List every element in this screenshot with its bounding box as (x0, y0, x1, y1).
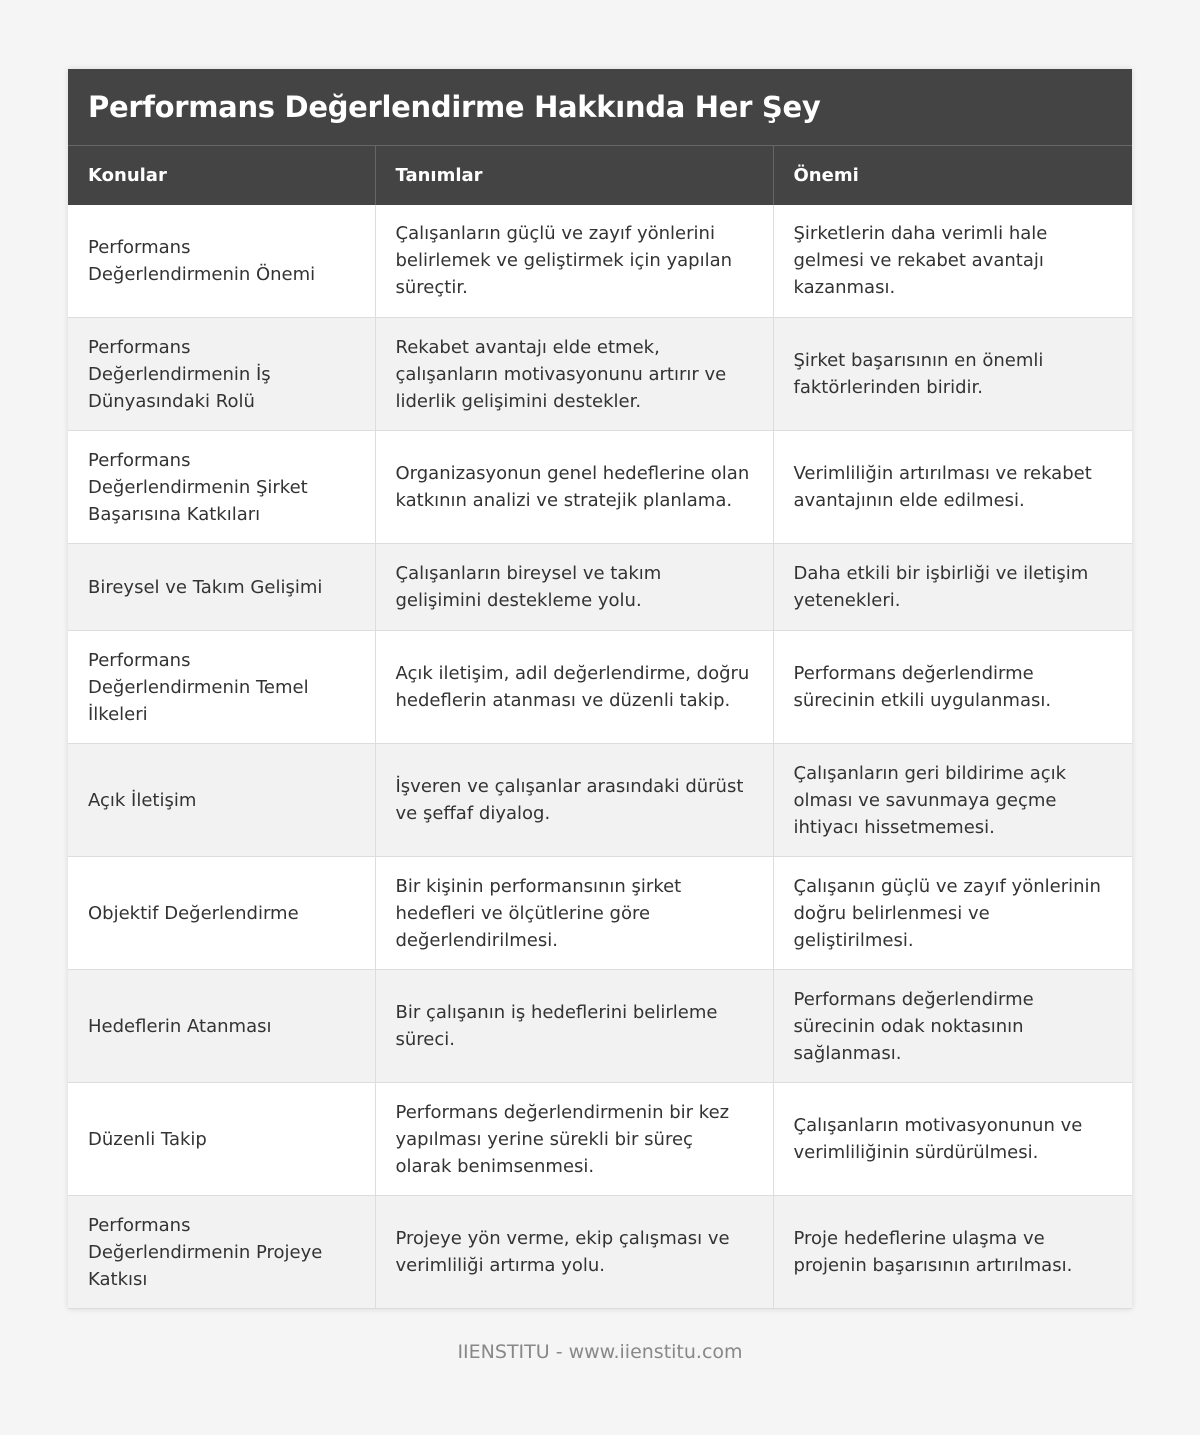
table-cell: Projeye yön verme, ekip çalışması ve verimliliği artırma yolu. (375, 1196, 773, 1309)
footer-credit: IIENSTITU - www.iienstitu.com (457, 1341, 743, 1363)
table-cell: Performans değerlendirmenin bir kez yapılması yerine sürekli bir süreç olarak benimsenmesi. (375, 1083, 773, 1196)
header-row (68, 146, 1132, 205)
table-cell: Açık iletişim, adil değerlendirme, doğru hedeflerin atanması ve düzenli takip. (375, 631, 773, 744)
table-row (68, 857, 1132, 970)
table-cell: Verimliliğin artırılması ve rekabet avantajının elde edilmesi. (773, 431, 1132, 544)
table-cell: Çalışanın güçlü ve zayıf yönlerinin doğru belirlenmesi ve geliştirilmesi. (773, 857, 1132, 970)
table-cell: Organizasyonun genel hedeflerine olan katkının analizi ve stratejik planlama. (375, 431, 773, 544)
table-row (68, 970, 1132, 1083)
title-bar (68, 69, 1132, 145)
table-row (68, 631, 1132, 744)
table-cell: Düzenli Takip (68, 1083, 375, 1196)
table-row (68, 1196, 1132, 1309)
table-cell: Performans değerlendirme sürecinin etkili uygulanması. (773, 631, 1132, 744)
data-table (68, 145, 1132, 1309)
table-cell: Performans Değerlendirmenin Projeye Katkısı (68, 1196, 375, 1309)
page-title: Performans Değerlendirme Hakkında Her Şey (88, 90, 821, 124)
table-row (68, 205, 1132, 318)
table-cell: Çalışanların güçlü ve zayıf yönlerini belirlemek ve geliştirmek için yapılan süreçtir. (375, 205, 773, 318)
table-cell: İşveren ve çalışanlar arasındaki dürüst ve şeffaf diyalog. (375, 744, 773, 857)
table-card (68, 69, 1132, 1309)
table-row (68, 544, 1132, 631)
table-cell: Rekabet avantajı elde etmek, çalışanların motivasyonunu artırır ve liderlik gelişimini destekler. (375, 318, 773, 431)
table-cell: Bir çalışanın iş hedeflerini belirleme süreci. (375, 970, 773, 1083)
table-cell: Hedeflerin Atanması (68, 970, 375, 1083)
table-cell: Bir kişinin performansının şirket hedefleri ve ölçütlerine göre değerlendirilmesi. (375, 857, 773, 970)
table-row (68, 318, 1132, 431)
table-cell: Çalışanların geri bildirime açık olması ve savunmaya geçme ihtiyacı hissetmemesi. (773, 744, 1132, 857)
table-row (68, 1083, 1132, 1196)
table-cell: Proje hedeflerine ulaşma ve projenin başarısının artırılması. (773, 1196, 1132, 1309)
table-cell: Performans Değerlendirmenin Önemi (68, 205, 375, 318)
table-cell: Performans değerlendirme sürecinin odak noktasının sağlanması. (773, 970, 1132, 1083)
table-cell: Açık İletişim (68, 744, 375, 857)
table-cell: Çalışanların bireysel ve takım gelişimini destekleme yolu. (375, 544, 773, 631)
table-cell: Bireysel ve Takım Gelişimi (68, 544, 375, 631)
table-cell: Objektif Değerlendirme (68, 857, 375, 970)
table-row (68, 431, 1132, 544)
table-cell: Şirket başarısının en önemli faktörlerinden biridir. (773, 318, 1132, 431)
table-cell: Daha etkili bir işbirliği ve iletişim yetenekleri. (773, 544, 1132, 631)
table-cell: Performans Değerlendirmenin Temel İlkeleri (68, 631, 375, 744)
table-cell: Performans Değerlendirmenin İş Dünyasındaki Rolü (68, 318, 375, 431)
column-header-onemi: Önemi (773, 146, 1132, 205)
column-header-tanimlar: Tanımlar (375, 146, 773, 205)
table-row (68, 744, 1132, 857)
table-cell: Çalışanların motivasyonunun ve verimliliğinin sürdürülmesi. (773, 1083, 1132, 1196)
table-cell: Performans Değerlendirmenin Şirket Başarısına Katkıları (68, 431, 375, 544)
column-header-konular: Konular (68, 146, 375, 205)
table-cell: Şirketlerin daha verimli hale gelmesi ve rekabet avantajı kazanması. (773, 205, 1132, 318)
